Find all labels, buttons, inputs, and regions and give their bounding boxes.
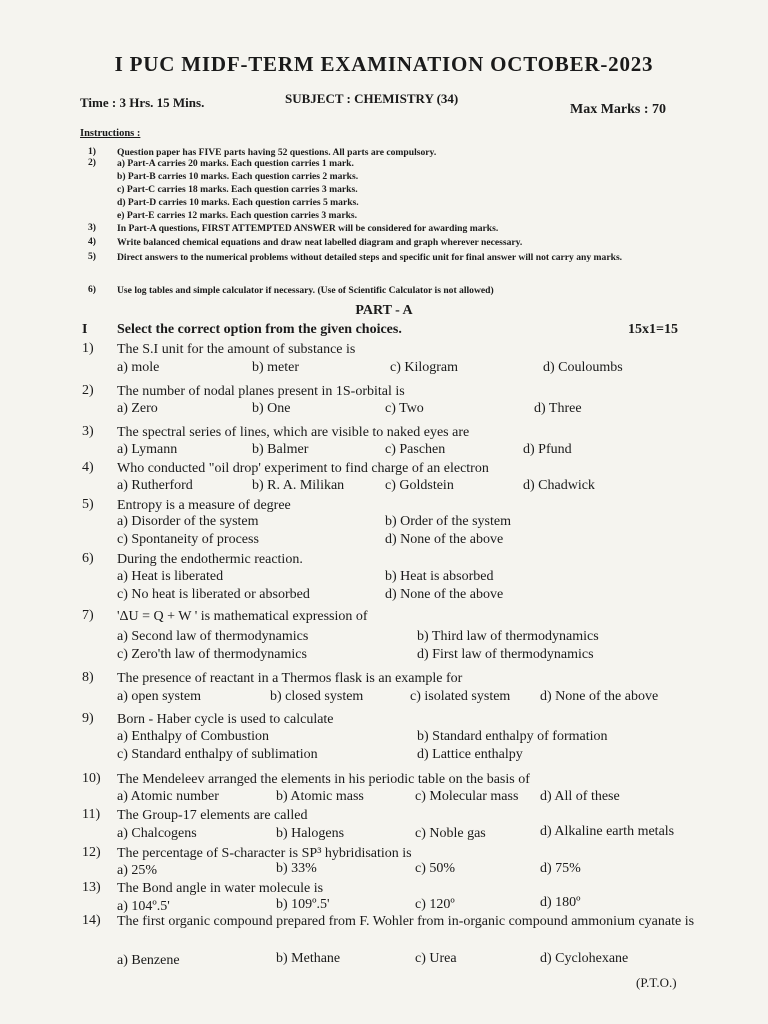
option-d: d) First law of thermodynamics	[417, 647, 594, 662]
option-c: c) 50%	[415, 861, 456, 876]
section-number: I	[82, 322, 88, 337]
question-number: 11)	[82, 807, 101, 822]
option-b: b) Standard enthalpy of formation	[417, 729, 608, 744]
option-b: b) 109º.5'	[276, 897, 330, 912]
question-number: 5)	[82, 497, 94, 512]
option-d: d) Pfund	[523, 442, 572, 457]
question-number: 8)	[82, 670, 94, 685]
option-b: b) Halogens	[276, 826, 345, 841]
instruction-text: Direct answers to the numerical problems without detailed steps and specific unit for final answer will not carry any marks.	[117, 252, 623, 263]
instruction-text: Use log tables and simple calculator if necessary. (Use of Scientific Calculator is not allowed)	[117, 285, 494, 296]
option-c: c) 120º	[415, 897, 455, 912]
option-d: d) All of these	[540, 789, 620, 804]
option-c: c) Goldstein	[385, 478, 454, 493]
option-b: b) One	[252, 401, 291, 416]
question-text: The Group-17 elements are called	[117, 808, 308, 823]
question-text: Who conducted "oil drop' experiment to find charge of an electron	[117, 461, 489, 476]
question-text: Entropy is a measure of degree	[117, 498, 291, 513]
option-a: a) Benzene	[117, 953, 180, 968]
option-b: b) Atomic mass	[276, 789, 364, 804]
max-marks-label: Max Marks : 70	[570, 102, 667, 117]
option-c: c) Noble gas	[415, 826, 486, 841]
option-d: d) 75%	[540, 861, 581, 876]
exam-title: I PUC MIDF-TERM EXAMINATION OCTOBER-2023	[114, 52, 654, 76]
question-text: The S.I unit for the amount of substance is	[117, 342, 356, 357]
instruction-text: Question paper has FIVE parts having 52 questions. All parts are compulsory.	[117, 147, 437, 158]
subject-label: SUBJECT : CHEMISTRY (34)	[285, 91, 459, 106]
question-text: The Mendeleev arranged the elements in his periodic table on the basis of	[117, 772, 530, 787]
option-a: a) Chalcogens	[117, 826, 197, 841]
option-b: b) Third law of thermodynamics	[417, 629, 599, 644]
option-a: a) Enthalpy of Combustion	[117, 729, 270, 744]
option-a: a) Disorder of the system	[117, 514, 259, 529]
option-a: a) Heat is liberated	[117, 569, 224, 584]
option-c: c) Kilogram	[390, 360, 459, 375]
question-number: 10)	[82, 771, 101, 786]
option-c: c) Paschen	[385, 442, 446, 457]
option-d: d) None of the above	[540, 689, 659, 704]
option-d: d) Three	[534, 401, 582, 416]
option-b: b) R. A. Milikan	[252, 478, 345, 493]
option-c: c) Zero'th law of thermodynamics	[117, 647, 307, 662]
question-number: 1)	[82, 341, 94, 356]
section-marks: 15x1=15	[628, 322, 678, 337]
option-d: d) None of the above	[385, 587, 504, 602]
option-d: d) None of the above	[385, 532, 504, 547]
question-number: 3)	[82, 424, 94, 439]
option-b: b) Heat is absorbed	[385, 569, 494, 584]
instruction-number: 6)	[88, 284, 96, 295]
option-a: a) mole	[117, 360, 160, 375]
instruction-text: c) Part-C carries 18 marks. Each question carries 3 marks.	[117, 184, 358, 195]
question-text: 'ΔU = Q + W ' is mathematical expression of	[117, 609, 368, 624]
instruction-number: 2)	[88, 157, 96, 168]
option-a: a) 104º.5'	[117, 899, 170, 914]
option-d: d) 180º	[540, 895, 581, 910]
question-number: 4)	[82, 460, 94, 475]
option-c: c) Standard enthalpy of sublimation	[117, 747, 318, 762]
option-a: a) Second law of thermodynamics	[117, 629, 309, 644]
question-number: 9)	[82, 711, 94, 726]
option-b: b) Methane	[276, 951, 341, 966]
option-d: d) Couloumbs	[543, 360, 623, 375]
instruction-text: In Part-A questions, FIRST ATTEMPTED ANSWER will be considered for awarding marks.	[117, 223, 499, 234]
part-title: PART - A	[355, 303, 413, 318]
instruction-text: b) Part-B carries 10 marks. Each question carries 2 marks.	[117, 171, 359, 182]
question-number: 6)	[82, 551, 94, 566]
instruction-number: 5)	[88, 251, 96, 262]
question-number: 12)	[82, 845, 101, 860]
question-text: The percentage of S-character is SP³ hybridisation is	[117, 846, 412, 861]
question-number: 2)	[82, 383, 94, 398]
instruction-text: d) Part-D carries 10 marks. Each question carries 5 marks.	[117, 197, 359, 208]
option-c: c) Urea	[415, 951, 457, 966]
option-d: d) Cyclohexane	[540, 951, 629, 966]
option-a: a) Lymann	[117, 442, 178, 457]
question-number: 7)	[82, 608, 94, 623]
option-b: b) Balmer	[252, 442, 309, 457]
option-b: b) Order of the system	[385, 514, 511, 529]
option-b: b) meter	[252, 360, 300, 375]
option-c: c) isolated system	[410, 689, 511, 704]
option-a: a) 25%	[117, 863, 158, 878]
instruction-text: Write balanced chemical equations and draw neat labelled diagram and graph wherever necessary.	[117, 237, 523, 248]
option-a: a) Atomic number	[117, 789, 219, 804]
option-b: b) 33%	[276, 861, 317, 876]
time-label: Time : 3 Hrs. 15 Mins.	[80, 95, 205, 110]
option-d: d) Alkaline earth metals	[540, 824, 675, 839]
instruction-number: 1)	[88, 146, 96, 157]
question-number: 13)	[82, 880, 101, 895]
question-number: 14)	[82, 913, 101, 928]
option-a: a) Rutherford	[117, 478, 193, 493]
question-text: The number of nodal planes present in 1S-orbital is	[117, 384, 405, 399]
question-text: The first organic compound prepared from F. Wohler from in-organic compound ammonium cyanate is	[117, 914, 695, 929]
option-c: c) Two	[385, 401, 424, 416]
instructions-heading: Instructions :	[80, 128, 141, 139]
option-d: d) Chadwick	[523, 478, 595, 493]
instruction-text: e) Part-E carries 12 marks. Each question carries 3 marks.	[117, 210, 358, 221]
option-b: b) closed system	[270, 689, 364, 704]
option-c: c) Spontaneity of process	[117, 532, 259, 547]
option-c: c) No heat is liberated or absorbed	[117, 587, 310, 602]
option-a: a) Zero	[117, 401, 158, 416]
instruction-number: 4)	[88, 236, 96, 247]
question-text: The spectral series of lines, which are visible to naked eyes are	[117, 425, 470, 440]
question-text: The Bond angle in water molecule is	[117, 881, 324, 896]
question-text: Born - Haber cycle is used to calculate	[117, 712, 334, 727]
section-instruction: Select the correct option from the given choices.	[117, 322, 402, 337]
question-text: The presence of reactant in a Thermos flask is an example for	[117, 671, 463, 686]
option-a: a) open system	[117, 689, 201, 704]
option-c: c) Molecular mass	[415, 789, 519, 804]
instruction-text: a) Part-A carries 20 marks. Each question carries 1 mark.	[117, 158, 354, 169]
option-d: d) Lattice enthalpy	[417, 747, 523, 762]
pto-label: (P.T.O.)	[636, 975, 677, 990]
question-text: During the endothermic reaction.	[117, 552, 303, 567]
instruction-number: 3)	[88, 222, 96, 233]
